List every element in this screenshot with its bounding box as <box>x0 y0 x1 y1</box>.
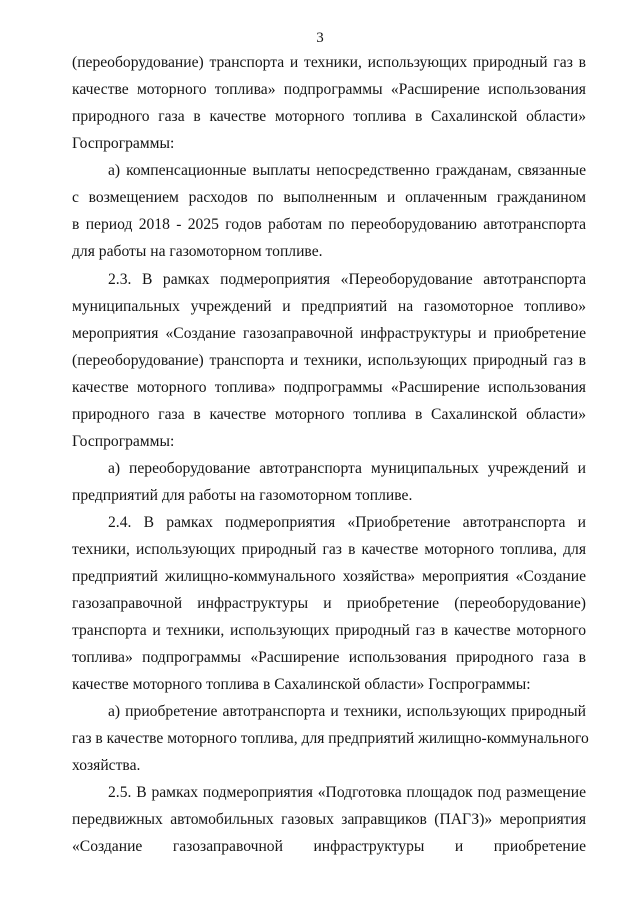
text-line: природного газа в качестве моторного топлива в Сахалинской области» <box>72 108 586 125</box>
text-line: передвижных автомобильных газовых заправщиков (ПАГЗ)» мероприятия <box>72 811 586 828</box>
page-number: 3 <box>316 30 324 46</box>
text-line: «Создание газозаправочной инфраструктуры и приобретение <box>72 838 586 855</box>
text-line: качестве моторного топлива» подпрограммы «Расширение использования <box>72 379 586 396</box>
text-line: Госпрограммы: <box>72 433 175 450</box>
text-line: 2.5. В рамках подмероприятия «Подготовка площадок под размещение <box>108 784 586 801</box>
text-line: газозаправочной инфраструктуры и приобретение (переоборудование) <box>72 595 586 612</box>
text-line: а) компенсационные выплаты непосредственно гражданам, связанные <box>108 162 586 179</box>
text-line: 2.4. В рамках подмероприятия «Приобретение автотранспорта и <box>108 514 586 531</box>
text-line: качестве моторного топлива» подпрограммы «Расширение использования <box>72 81 586 98</box>
text-line: качестве моторного топлива в Сахалинской области» Госпрограммы: <box>72 676 531 693</box>
text-line: муниципальных учреждений и предприятий на газомоторное топливо» <box>72 298 586 315</box>
text-line: топлива» подпрограммы «Расширение использования природного газа в <box>72 649 586 666</box>
text-line: транспорта и техники, использующих природный газ в качестве моторного <box>72 622 586 639</box>
text-line: Госпрограммы: <box>72 135 175 152</box>
text-line: с возмещением расходов по выполненным и оплаченным гражданином <box>72 189 586 206</box>
text-line: в период 2018 - 2025 годов работам по переоборудованию автотранспорта <box>72 216 586 233</box>
text-line: мероприятия «Создание газозаправочной инфраструктуры и приобретение <box>72 325 586 342</box>
text-line: а) приобретение автотранспорта и техники, использующих природный <box>108 703 586 720</box>
text-line: а) переоборудование автотранспорта муниципальных учреждений и <box>108 460 586 477</box>
text-line: техники, использующих природный газ в качестве моторного топлива, для <box>72 541 586 558</box>
text-line: предприятий для работы на газомоторном топливе. <box>72 487 413 504</box>
text-line: газ в качестве моторного топлива, для предприятий жилищно-коммунального <box>72 730 589 747</box>
text-line: предприятий жилищно-коммунального хозяйства» мероприятия «Создание <box>72 568 586 585</box>
text-line: для работы на газомоторном топливе. <box>72 243 323 260</box>
text-line: 2.3. В рамках подмероприятия «Переоборудование автотранспорта <box>108 271 586 288</box>
text-line: хозяйства. <box>72 757 141 774</box>
text-line: (переоборудование) транспорта и техники, использующих природный газ в <box>72 54 586 71</box>
text-line: природного газа в качестве моторного топлива в Сахалинской области» <box>72 406 586 423</box>
text-line: (переоборудование) транспорта и техники, использующих природный газ в <box>72 352 586 369</box>
